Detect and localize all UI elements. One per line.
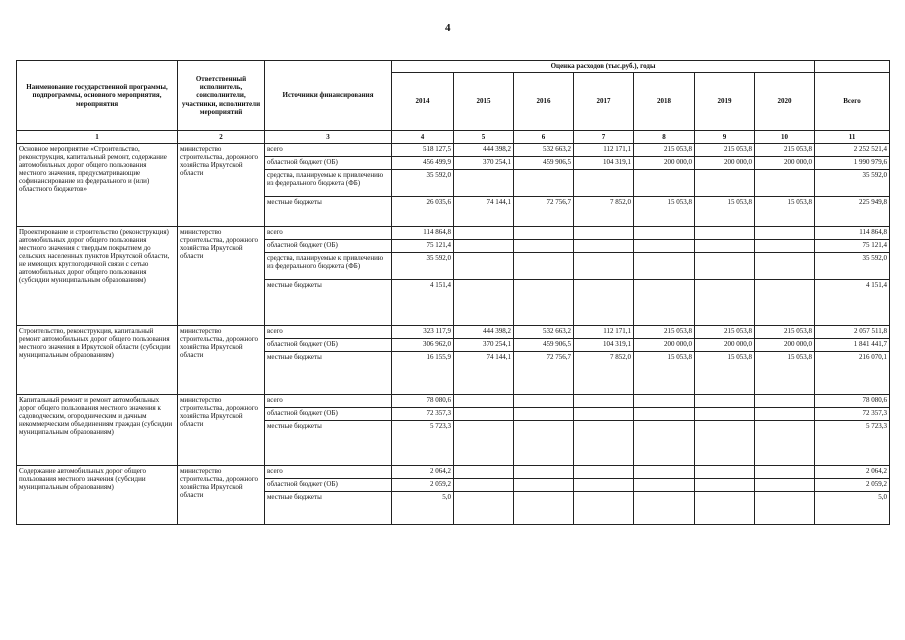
year-value bbox=[634, 170, 695, 197]
year-value bbox=[634, 492, 695, 525]
program-name: Основное мероприятие «Строительство, реконструкция, капитальный ремонт, содержание автомобильных дорог общего пользования местного значения, предусматривающие софинансирование из федерального и (или) областного бюджетов» bbox=[17, 144, 178, 227]
total-value: 1 841 441,7 bbox=[815, 339, 890, 352]
total-value: 78 080,6 bbox=[815, 395, 890, 408]
year-value: 35 592,0 bbox=[392, 170, 454, 197]
header-name: Наименование государственной программы, подпрограммы, основного мероприятия, мероприятия bbox=[17, 61, 178, 131]
year-value: 370 254,1 bbox=[454, 339, 514, 352]
funding-source: местные бюджеты bbox=[265, 352, 392, 395]
header-year: 2018 bbox=[634, 73, 695, 131]
year-value bbox=[514, 395, 574, 408]
year-value: 72 756,7 bbox=[514, 197, 574, 227]
column-number: 7 bbox=[574, 131, 634, 144]
year-value bbox=[514, 479, 574, 492]
funding-source: средства, планируемые к привлечению из федерального бюджета (ФБ) bbox=[265, 253, 392, 280]
funding-source: местные бюджеты bbox=[265, 197, 392, 227]
funding-source: местные бюджеты bbox=[265, 421, 392, 466]
year-value bbox=[755, 280, 815, 326]
year-value: 104 319,1 bbox=[574, 157, 634, 170]
executor: министерство строительства, дорожного хозяйства Иркутской области bbox=[178, 144, 265, 227]
year-value bbox=[514, 421, 574, 466]
year-value bbox=[574, 492, 634, 525]
year-value: 215 053,8 bbox=[755, 326, 815, 339]
year-value: 5,0 bbox=[392, 492, 454, 525]
column-number: 1 bbox=[17, 131, 178, 144]
total-value: 4 151,4 bbox=[815, 280, 890, 326]
year-value: 306 962,0 bbox=[392, 339, 454, 352]
year-value: 200 000,0 bbox=[695, 339, 755, 352]
year-value: 74 144,1 bbox=[454, 197, 514, 227]
year-value: 2 059,2 bbox=[392, 479, 454, 492]
funding-source: местные бюджеты bbox=[265, 492, 392, 525]
year-value bbox=[574, 421, 634, 466]
year-value bbox=[514, 253, 574, 280]
funding-source: всего bbox=[265, 395, 392, 408]
column-number: 8 bbox=[634, 131, 695, 144]
header-year: 2014 bbox=[392, 73, 454, 131]
year-value bbox=[454, 253, 514, 280]
header-year: Всего bbox=[815, 73, 890, 131]
year-value bbox=[634, 280, 695, 326]
funding-source: всего bbox=[265, 326, 392, 339]
year-value: 15 053,8 bbox=[695, 352, 755, 395]
header-year: 2019 bbox=[695, 73, 755, 131]
year-value bbox=[755, 466, 815, 479]
year-value bbox=[634, 408, 695, 421]
year-value: 16 155,9 bbox=[392, 352, 454, 395]
funding-source: областной бюджет (ОБ) bbox=[265, 240, 392, 253]
year-value bbox=[454, 466, 514, 479]
year-value bbox=[454, 280, 514, 326]
table-row bbox=[17, 326, 890, 339]
year-value: 104 319,1 bbox=[574, 339, 634, 352]
year-value bbox=[695, 408, 755, 421]
year-value bbox=[514, 240, 574, 253]
header-year: 2015 bbox=[454, 73, 514, 131]
year-value: 72 756,7 bbox=[514, 352, 574, 395]
total-value: 2 059,2 bbox=[815, 479, 890, 492]
year-value bbox=[514, 280, 574, 326]
year-value: 200 000,0 bbox=[634, 157, 695, 170]
total-value: 216 070,1 bbox=[815, 352, 890, 395]
program-name: Строительство, реконструкция, капитальный ремонт автомобильных дорог общего пользования местного значения в Иркутской области (субсидии муниципальным образованиям) bbox=[17, 326, 178, 395]
year-value: 26 035,6 bbox=[392, 197, 454, 227]
year-value: 456 499,9 bbox=[392, 157, 454, 170]
header-year: 2016 bbox=[514, 73, 574, 131]
year-value bbox=[695, 492, 755, 525]
header-year: 2020 bbox=[755, 73, 815, 131]
table-row bbox=[17, 395, 890, 408]
year-value: 112 171,1 bbox=[574, 326, 634, 339]
year-value bbox=[574, 395, 634, 408]
year-value bbox=[454, 395, 514, 408]
table-header bbox=[17, 61, 890, 144]
year-value bbox=[634, 240, 695, 253]
year-value: 75 121,4 bbox=[392, 240, 454, 253]
year-value: 72 357,3 bbox=[392, 408, 454, 421]
year-value bbox=[634, 253, 695, 280]
year-value bbox=[755, 479, 815, 492]
column-number: 3 bbox=[265, 131, 392, 144]
year-value: 215 053,8 bbox=[634, 326, 695, 339]
year-value bbox=[755, 170, 815, 197]
year-value bbox=[695, 227, 755, 240]
year-value: 15 053,8 bbox=[634, 352, 695, 395]
total-value: 35 592,0 bbox=[815, 253, 890, 280]
funding-source: местные бюджеты bbox=[265, 280, 392, 326]
header-empty bbox=[815, 61, 890, 73]
year-value: 7 852,0 bbox=[574, 352, 634, 395]
year-value bbox=[695, 253, 755, 280]
year-value: 114 864,8 bbox=[392, 227, 454, 240]
year-value: 215 053,8 bbox=[695, 326, 755, 339]
year-value bbox=[634, 421, 695, 466]
year-value bbox=[454, 492, 514, 525]
year-value: 370 254,1 bbox=[454, 157, 514, 170]
funding-source: всего bbox=[265, 466, 392, 479]
budget-table bbox=[16, 60, 890, 525]
year-value: 112 171,1 bbox=[574, 144, 634, 157]
year-value: 444 398,2 bbox=[454, 144, 514, 157]
year-value bbox=[514, 170, 574, 197]
total-value: 75 121,4 bbox=[815, 240, 890, 253]
year-value bbox=[695, 479, 755, 492]
year-value bbox=[574, 408, 634, 421]
year-value: 2 064,2 bbox=[392, 466, 454, 479]
header-executor: Ответственный исполнитель, соисполнители, участники, исполнители мероприятий bbox=[178, 61, 265, 131]
year-value: 459 906,5 bbox=[514, 339, 574, 352]
year-value: 459 906,5 bbox=[514, 157, 574, 170]
year-value: 74 144,1 bbox=[454, 352, 514, 395]
year-value bbox=[574, 466, 634, 479]
program-name: Содержание автомобильных дорог общего пользования местного значения (субсидии муниципальным образованиям) bbox=[17, 466, 178, 525]
year-value: 323 117,9 bbox=[392, 326, 454, 339]
year-value: 200 000,0 bbox=[755, 157, 815, 170]
year-value: 5 723,3 bbox=[392, 421, 454, 466]
year-value: 15 053,8 bbox=[755, 352, 815, 395]
year-value bbox=[695, 280, 755, 326]
year-value bbox=[755, 395, 815, 408]
total-value: 72 357,3 bbox=[815, 408, 890, 421]
year-value bbox=[695, 240, 755, 253]
year-value bbox=[574, 227, 634, 240]
year-value bbox=[634, 479, 695, 492]
year-value bbox=[454, 240, 514, 253]
year-value bbox=[695, 170, 755, 197]
year-value bbox=[755, 421, 815, 466]
total-value: 5,0 bbox=[815, 492, 890, 525]
year-value bbox=[574, 253, 634, 280]
total-value: 114 864,8 bbox=[815, 227, 890, 240]
year-value bbox=[755, 240, 815, 253]
year-value bbox=[634, 227, 695, 240]
year-value: 532 663,2 bbox=[514, 144, 574, 157]
year-value bbox=[634, 466, 695, 479]
year-value bbox=[454, 170, 514, 197]
total-value: 2 064,2 bbox=[815, 466, 890, 479]
executor: министерство строительства, дорожного хозяйства Иркутской области bbox=[178, 466, 265, 525]
year-value bbox=[454, 479, 514, 492]
funding-source: областной бюджет (ОБ) bbox=[265, 479, 392, 492]
column-number: 10 bbox=[755, 131, 815, 144]
table-row bbox=[17, 466, 890, 479]
year-value: 200 000,0 bbox=[755, 339, 815, 352]
year-value bbox=[755, 408, 815, 421]
year-value: 4 151,4 bbox=[392, 280, 454, 326]
program-name: Проектирование и строительство (реконструкция) автомобильных дорог общего пользования местного значения с твердым покрытием до сельских населенных пунктов Иркутской области, не имеющих круглогодичной связи с сетью автомобильных дорог общего пользования (субсидии муниципальным образованиям) bbox=[17, 227, 178, 326]
year-value bbox=[574, 240, 634, 253]
year-value bbox=[454, 421, 514, 466]
executor: министерство строительства, дорожного хозяйства Иркутской области bbox=[178, 227, 265, 326]
year-value: 215 053,8 bbox=[755, 144, 815, 157]
year-value: 78 080,6 bbox=[392, 395, 454, 408]
year-value: 215 053,8 bbox=[634, 144, 695, 157]
table-row bbox=[17, 144, 890, 157]
header-estimate: Оценка расходов (тыс.руб.), годы bbox=[392, 61, 815, 73]
page-number: 4 bbox=[445, 22, 451, 34]
year-value: 15 053,8 bbox=[634, 197, 695, 227]
funding-source: всего bbox=[265, 144, 392, 157]
year-value bbox=[695, 395, 755, 408]
funding-source: всего bbox=[265, 227, 392, 240]
total-value: 225 949,8 bbox=[815, 197, 890, 227]
year-value bbox=[454, 408, 514, 421]
column-number: 4 bbox=[392, 131, 454, 144]
year-value bbox=[755, 227, 815, 240]
year-value bbox=[634, 395, 695, 408]
year-value: 200 000,0 bbox=[695, 157, 755, 170]
table-row bbox=[17, 227, 890, 240]
year-value: 215 053,8 bbox=[695, 144, 755, 157]
year-value bbox=[695, 466, 755, 479]
executor: министерство строительства, дорожного хозяйства Иркутской области bbox=[178, 395, 265, 466]
funding-source: средства, планируемые к привлечению из федерального бюджета (ФБ) bbox=[265, 170, 392, 197]
total-value: 2 252 521,4 bbox=[815, 144, 890, 157]
year-value: 7 852,0 bbox=[574, 197, 634, 227]
year-value bbox=[514, 466, 574, 479]
year-value bbox=[755, 492, 815, 525]
year-value: 200 000,0 bbox=[634, 339, 695, 352]
column-number: 6 bbox=[514, 131, 574, 144]
year-value bbox=[514, 492, 574, 525]
year-value: 444 398,2 bbox=[454, 326, 514, 339]
header-source: Источники финансирования bbox=[265, 61, 392, 131]
year-value: 35 592,0 bbox=[392, 253, 454, 280]
year-value bbox=[574, 170, 634, 197]
column-number: 9 bbox=[695, 131, 755, 144]
column-number: 11 bbox=[815, 131, 890, 144]
year-value: 532 663,2 bbox=[514, 326, 574, 339]
year-value bbox=[695, 421, 755, 466]
total-value: 1 990 979,6 bbox=[815, 157, 890, 170]
header-year: 2017 bbox=[574, 73, 634, 131]
year-value: 15 053,8 bbox=[695, 197, 755, 227]
funding-source: областной бюджет (ОБ) bbox=[265, 408, 392, 421]
year-value bbox=[574, 479, 634, 492]
column-number: 5 bbox=[454, 131, 514, 144]
year-value bbox=[454, 227, 514, 240]
total-value: 5 723,3 bbox=[815, 421, 890, 466]
year-value bbox=[514, 408, 574, 421]
year-value bbox=[574, 280, 634, 326]
year-value bbox=[514, 227, 574, 240]
total-value: 35 592,0 bbox=[815, 170, 890, 197]
year-value bbox=[755, 253, 815, 280]
column-number: 2 bbox=[178, 131, 265, 144]
year-value: 15 053,8 bbox=[755, 197, 815, 227]
program-name: Капитальный ремонт и ремонт автомобильных дорог общего пользования местного значения к садоводческим, огородническим и дачным некоммерческим объединениям граждан (субсидии муниципальным образованиям) bbox=[17, 395, 178, 466]
year-value: 518 127,5 bbox=[392, 144, 454, 157]
funding-source: областной бюджет (ОБ) bbox=[265, 157, 392, 170]
executor: министерство строительства, дорожного хозяйства Иркутской области bbox=[178, 326, 265, 395]
total-value: 2 057 511,8 bbox=[815, 326, 890, 339]
funding-source: областной бюджет (ОБ) bbox=[265, 339, 392, 352]
